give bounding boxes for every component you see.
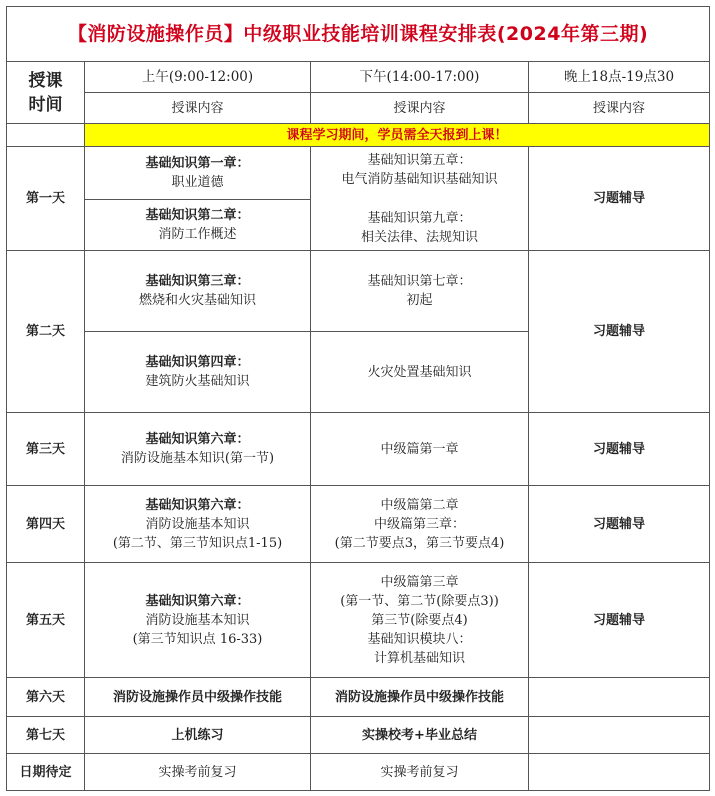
day2-morning-block2 [85, 332, 311, 413]
day3-afternoon: 中级篇第一章 [311, 413, 529, 486]
course-chapter: 基础知识第二章： [145, 208, 250, 223]
day1-evening: 习题辅导 [529, 147, 710, 251]
course-chapter: 基础知识第七章： [367, 274, 472, 289]
spacer [315, 189, 524, 209]
table-row [7, 486, 710, 563]
course-topic: 消防设施基本知识(第一节) [120, 451, 275, 466]
course-chapter: 基础知识第九章： [367, 210, 472, 226]
course-topic: 消防工作概述 [158, 227, 237, 242]
day-label: 第七天 [7, 717, 85, 754]
day-label: 日期待定 [7, 754, 85, 791]
course-chapter: 基础知识第一章： [145, 156, 250, 171]
day7-afternoon: 实操校考+毕业总结 [311, 717, 529, 754]
course-topic: (第二节、第三节知识点1-15) [112, 535, 283, 551]
afternoon-header: 下午(14:00-17:00) [311, 62, 529, 93]
day3-morning [85, 413, 311, 486]
day1-afternoon [311, 147, 529, 251]
time-header [7, 62, 85, 124]
course-topic: 计算机基础知识 [373, 650, 465, 666]
day-label: 第三天 [7, 413, 85, 486]
course-topic: 电气消防基础知识基础知识 [341, 171, 498, 187]
table-row [7, 754, 710, 791]
day7-evening [529, 717, 710, 754]
day6-morning: 消防设施操作员中级操作技能 [85, 678, 311, 717]
day5-morning [85, 563, 311, 678]
page-title: 【消防设施操作员】中级职业技能培训课程安排表(2024年第三期) [7, 7, 710, 62]
course-chapter: 基础知识第六章： [145, 593, 250, 609]
table-row [7, 678, 710, 717]
day4-morning [85, 486, 311, 563]
day1-morning-block2 [85, 200, 311, 251]
day6-afternoon: 消防设施操作员中级操作技能 [311, 678, 529, 717]
course-chapter: 基础知识第六章： [145, 432, 250, 447]
course-topic: 消防设施基本知识 [145, 612, 250, 628]
notice-spacer [7, 124, 85, 147]
notice-row [7, 124, 710, 147]
day4-evening: 习题辅导 [529, 486, 710, 563]
day7-morning: 上机练习 [85, 717, 311, 754]
course-chapter: 基础知识第四章： [145, 355, 250, 370]
notice-banner: 课程学习期间，学员需全天报到上课！ [85, 124, 710, 147]
day2-afternoon-block2: 火灾处置基础知识 [311, 332, 529, 413]
course-topic: 燃烧和火灾基础知识 [138, 293, 256, 308]
course-chapter: 基础知识模块八： [367, 631, 472, 647]
day2-morning-block1 [85, 251, 311, 332]
evening-header: 晚上18点-19点30 [529, 62, 710, 93]
course-chapter: 中级篇第二章 [380, 497, 459, 513]
tbd-afternoon: 实操考前复习 [311, 754, 529, 791]
morning-header: 上午(9:00-12:00) [85, 62, 311, 93]
course-topic: (第三节知识点 16-33) [132, 631, 263, 647]
day5-afternoon [311, 563, 529, 678]
table-row [7, 413, 710, 486]
header-row [7, 62, 710, 93]
day2-afternoon-block1 [311, 251, 529, 332]
course-topic: 职业道德 [171, 175, 224, 190]
tbd-evening [529, 754, 710, 791]
tbd-morning: 实操考前复习 [85, 754, 311, 791]
course-topic: (第二节要点3，第三节要点4) [334, 535, 505, 551]
table-row [7, 251, 710, 332]
course-topic: 第三节(除要点4) [371, 612, 468, 628]
day1-morning-block1 [85, 147, 311, 200]
subheader-row [7, 93, 710, 124]
course-chapter: 基础知识第五章： [367, 152, 472, 168]
course-chapter: 基础知识第六章： [145, 497, 250, 513]
table-row [7, 147, 710, 200]
day-label: 第一天 [7, 147, 85, 251]
afternoon-content-label: 授课内容 [311, 93, 529, 124]
schedule-table [6, 6, 710, 791]
course-chapter: 基础知识第三章： [145, 274, 250, 289]
course-topic: 初起 [406, 293, 433, 308]
schedule-document [6, 6, 709, 791]
day5-evening: 习题辅导 [529, 563, 710, 678]
morning-content-label: 授课内容 [85, 93, 311, 124]
course-topic: 消防设施基本知识 [145, 516, 250, 532]
title-row [7, 7, 710, 62]
table-row [7, 563, 710, 678]
day3-evening: 习题辅导 [529, 413, 710, 486]
day-label: 第二天 [7, 251, 85, 413]
course-chapter: 中级篇第三章 [380, 574, 459, 590]
time-header-line1: 授课 [28, 70, 63, 91]
day2-evening: 习题辅导 [529, 251, 710, 413]
time-header-line2: 时间 [28, 94, 63, 115]
evening-content-label: 授课内容 [529, 93, 710, 124]
course-topic: 相关法律、法规知识 [360, 229, 478, 245]
course-topic: (第一节、第二节(除要点3)) [340, 593, 499, 609]
course-topic: 建筑防火基础知识 [145, 374, 250, 389]
day4-afternoon [311, 486, 529, 563]
day-label: 第四天 [7, 486, 85, 563]
day-label: 第五天 [7, 563, 85, 678]
day-label: 第六天 [7, 678, 85, 717]
day6-evening [529, 678, 710, 717]
course-chapter: 中级篇第三章： [373, 516, 465, 532]
table-row [7, 717, 710, 754]
